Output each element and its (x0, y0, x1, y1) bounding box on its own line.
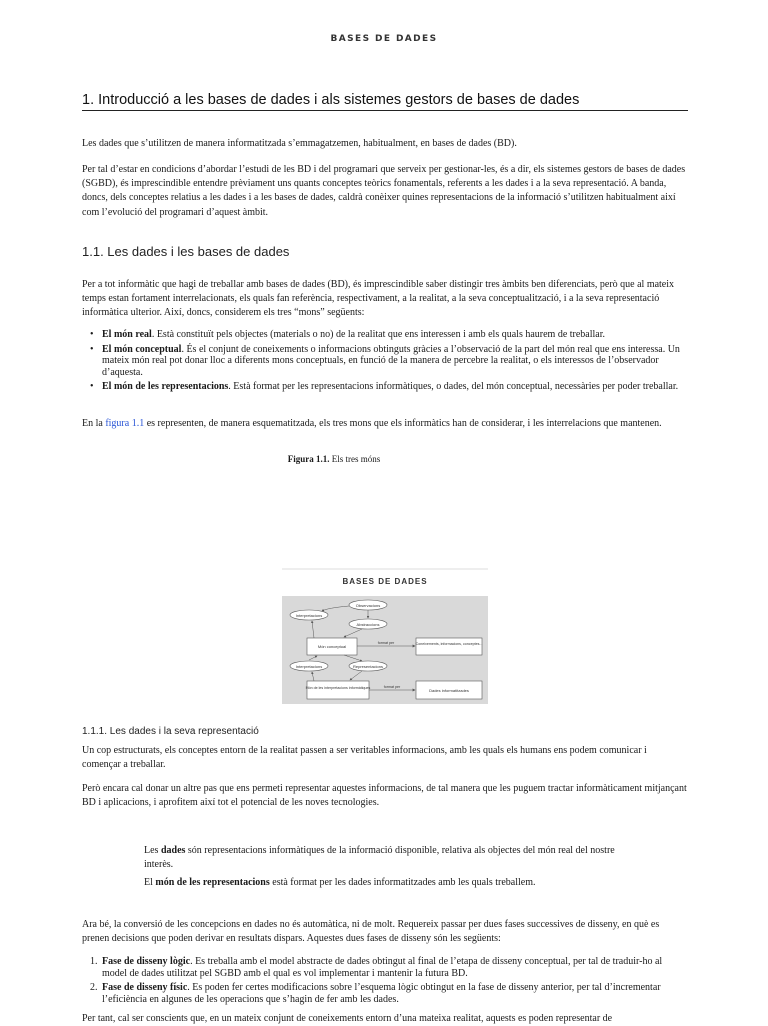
node-mon-representacions-text: Món de les interpretacions informàtiques (305, 686, 371, 690)
list-item-text: . És el conjunt de coneixements o informacions obtinguts gràcies a l’observació de la part del món real que ens interessa. Un mateix món real pot donar lloc a diferents mons conceptuals, en funció de la manera de percebre la realitat, o els interessos de l’observador d’aquesta. (102, 343, 680, 378)
list-item-number: 2. (90, 982, 98, 994)
node-coneixements (416, 638, 482, 655)
list-item (82, 329, 688, 341)
node-observacions-label: Observacions (355, 603, 381, 608)
node-mon-representacions-label (306, 686, 371, 690)
intro-paragraph-2: Per tal d’estar en condicions d’abordar l’estudi de les BD i del programari que serveix per gestionar-les, és a dir, els sistemes gestors de bases de dades (SGBD), és imprescindible entendre prèviament uns quants conceptes teòrics fonamentals, referents a les dades i a la seva representació. A banda, doncs, dels conceptes relatius a les dades i a les bases de dades, caldrà conèixer quines representacions de la informació s’utilitzen habitualment així com l’evolució del programari d’aquest àmbit. (82, 164, 686, 218)
three-worlds-diagram (282, 568, 488, 704)
list-item (82, 344, 688, 379)
list-item-term: El món conceptual (102, 343, 182, 355)
figure-ref-text-before: En la (82, 418, 106, 429)
figure-caption (0, 454, 668, 464)
section-1-1-paragraph: Per a tot informàtic que hagi de treballar amb bases de dades (BD), és imprescindible saber distingir tres àmbits ben diferenciats, però que al mateix temps estan fortament interrelacionats, els quals fan referència, respectivament, a la realitat, a la seva conceptualització, i a la seva representació informàtica ulterior. Així, doncs, considerem els tres “mons” següents: (82, 279, 675, 319)
node-mon-representacions (307, 681, 369, 699)
list-item-text: . Es poden fer certes modificacions sobre l’esquema lògic obtingut en la fase de disseny anterior, per tal d’incrementar l’eficiència en algunes de les operacions que s’hagin de fer amb les dades. (102, 982, 661, 1005)
diagram-header: BASES DE DADES (342, 577, 428, 586)
node-abstraccions-label: Abstraccions (356, 622, 380, 627)
section-heading-1-1: 1.1. Les dades i les bases de dades (82, 244, 290, 259)
list-item-text: . Està constituït pels objectes (materials o no) de la realitat que ens interessen i amb els quals haurem de treballar. (151, 329, 606, 340)
subsection-paragraph-3: Ara bé, la conversió de les concepcions en dades no és automàtica, ni de molt. Requereix passar per dues fases successives de disseny, en què es prenen decisions que poden derivar en resultats dispars. Aquestes dues fases de disseny són les següents: (82, 919, 660, 945)
node-dades-informatitzades-label: Dades informatitzades (429, 688, 469, 693)
list-item-text: . Es treballa amb el model abstracte de dades obtingut al final de l’etapa de disseny conceptual, per tal de traduir-ho al model de dades utilitzat pel SGBD amb el qual es vol implementar i mantenir la futura BD. (102, 956, 663, 979)
figure-ref-text-after: es representen, de manera esquematitzada, els tres mons que els informàtics han de considerar, i les interrelacions que mantenen. (144, 418, 662, 429)
definition-dades-after: són representacions informàtiques de la informació disponible, relativa als objectes del món real del nostre interès. (144, 845, 615, 870)
definition-dades-before: Les (144, 845, 161, 856)
edge-format-per-2-label: format per (383, 685, 401, 689)
subsection-paragraph-2: Però encara cal donar un altre pas que ens permeti representar aquestes informacions, de tal manera que les puguem tractar informàticament mitjançant BD i aplicacions, i aprofitem així tot el potencial de les noves tecnologies. (82, 783, 687, 809)
figure-caption-text: Els tres móns (329, 454, 381, 464)
chapter-title: Introducció a les bases de dades i als sistemes gestors de bases de dades (98, 92, 580, 108)
list-item-number: 1. (90, 956, 98, 967)
node-coneixements-label (416, 642, 483, 646)
definition-mon-after: està format per les dades informatitzades amb les quals treballem. (269, 877, 536, 888)
definition-mon-before: El (144, 877, 156, 888)
list-item-term: Fase de disseny físic (102, 982, 188, 994)
chapter-number: 1. (82, 92, 95, 108)
edge-format-per-1-label: format per (377, 641, 395, 645)
definition-dades (144, 844, 644, 871)
node-representacions-label: Representacions (352, 664, 384, 669)
definition-mon-term: món de les representacions (155, 877, 270, 888)
worlds-list (82, 329, 688, 396)
definition-mon-representacions (144, 876, 644, 890)
list-item-term: El món de les representacions (102, 381, 229, 392)
definition-dades-term: dades (160, 845, 186, 856)
list-item-term: Fase de disseny lògic (102, 956, 191, 967)
running-header: BASES DE DADES (330, 34, 438, 44)
figure-caption-label: Figura 1.1. (287, 454, 330, 464)
subsection-paragraph-1: Un cop estructurats, els conceptes entorn de la realitat passen a ser veritables informacions, amb les quals els humans ens podem comunicar i començar a treballar. (82, 745, 647, 771)
node-interpretacions-bottom-label: Interpretacions (295, 664, 323, 669)
list-item-term: El món real (102, 329, 152, 340)
design-phases-list (82, 956, 688, 1008)
list-item (82, 956, 688, 979)
node-coneixements-text: Coneixements, informacions, conceptes... (415, 642, 483, 646)
chapter-heading (82, 92, 688, 111)
list-item (82, 381, 688, 393)
list-item-text: . Està format per les representacions informàtiques, o dades, del món conceptual, necessàries per poder treballar. (228, 381, 679, 392)
closing-paragraph: Per tant, cal ser conscients que, en un mateix conjunt de coneixements entorn d’una mateixa realitat, aquests es poden representar de (82, 1013, 613, 1024)
node-interpretacions-top-label: Interpretacions (295, 613, 323, 618)
node-mon-conceptual-label: Món conceptual (317, 644, 347, 649)
figure-reference-paragraph (82, 417, 688, 431)
subsection-heading-1-1-1: 1.1.1. Les dades i la seva representació (82, 726, 259, 737)
figure-link[interactable]: figura 1.1 (105, 418, 145, 429)
intro-paragraph-1: Les dades que s’utilitzen de manera informatitzada s’emmagatzemen, habitualment, en bases de dades (BD). (82, 138, 517, 149)
diagram-svg (282, 568, 488, 704)
list-item (82, 982, 688, 1005)
